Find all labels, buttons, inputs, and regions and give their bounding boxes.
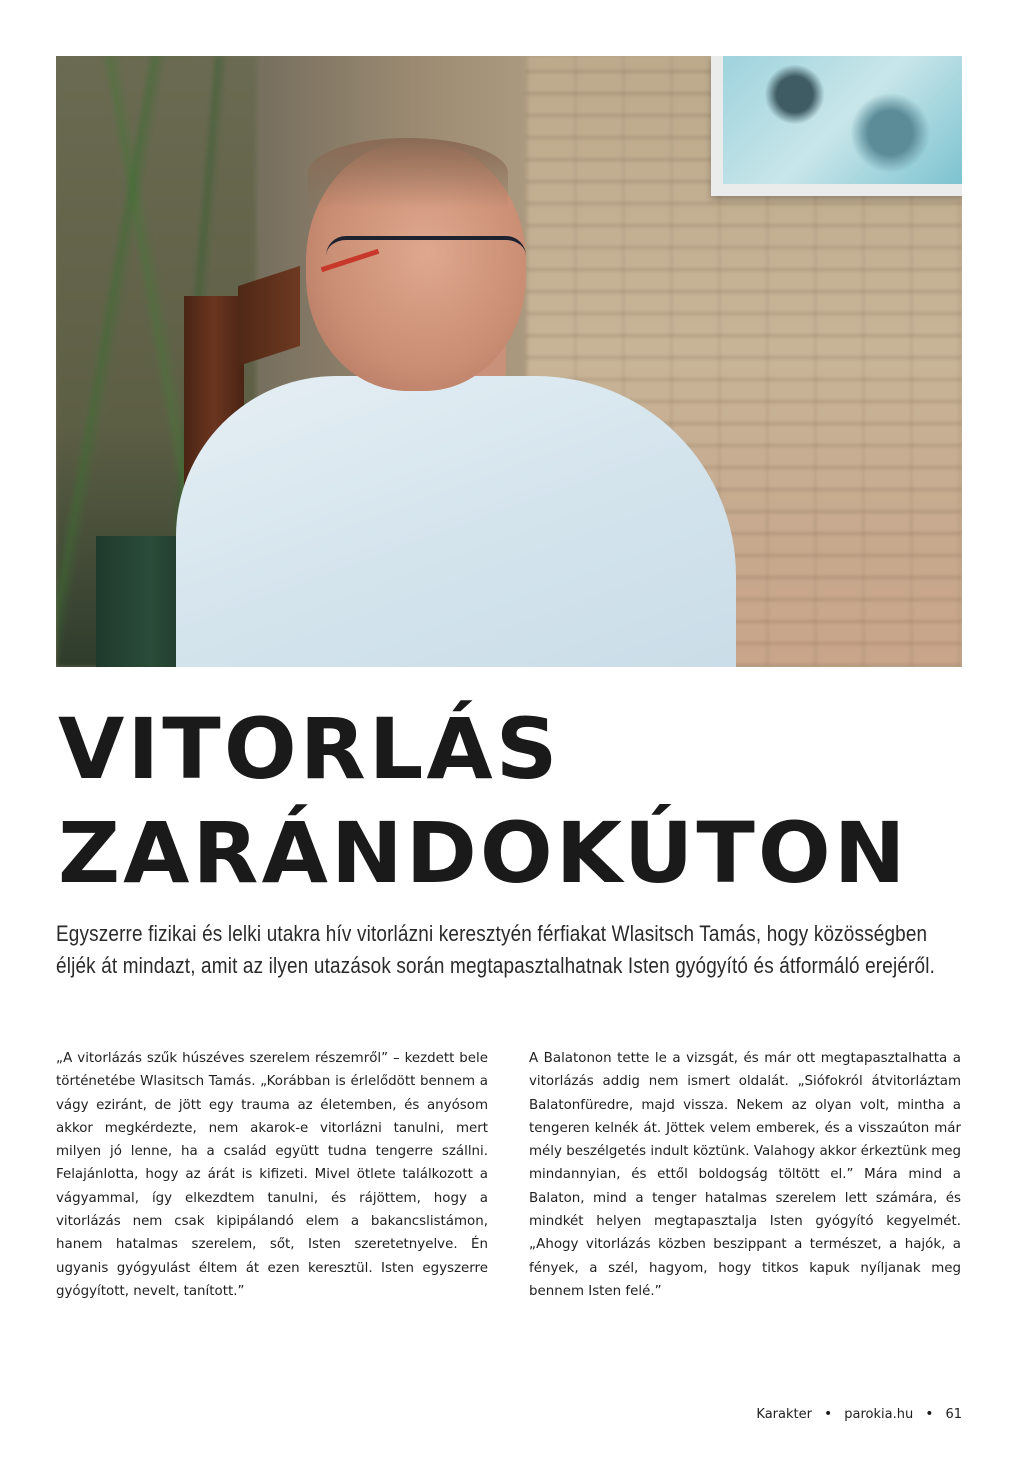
article-column-left: „A vitorlázás szűk húszéves szerelem részemről” – kezdett bele történetébe Wlasitsch Tamás. „Korábban is érlelődött bennem a vágy eziránt, de jött egy trauma az életemben, és anyósom akkor megkérdezte, nem akarok-e vitorlázni tanulni, mert milyen jó lenne, ha a család együtt tudna tengerre szállni. Felajánlotta, hogy az árát is kifizeti. Mivel ötlete találkozott a vágyammal, így elkezdtem tanulni, és rájöttem, hogy a vitorlázás nem csak kipipálandó elem a bakancslistámon, hanem hatalmas szerelem, sőt, Isten szeretetnyelve. Én ugyanis gyógyulást éltem át ezen keresztül. Isten egyszerre gyógyított, nevelt, tanított.” (56, 1051, 488, 1299)
photo-shirt (176, 376, 736, 667)
footer-separator-bullet: • (925, 1406, 934, 1422)
footer-website: parokia.hu (844, 1406, 914, 1422)
article-lead: Egyszerre fizikai és lelki utakra hív vitorlázni keresztyén férfiakat Wlasitsch Tamás, hogy közösségben éljék át mindazt, amit az ilyen utazások során megtapasztalhatnak Isten gyógyító és átformáló erejéről. (56, 921, 936, 978)
photo-wall-painting (711, 56, 962, 196)
article-column-right: A Balatonon tette le a vizsgát, és már ott megtapasztalhatta a vitorlázás addig nem ismert oldalát. „Siófokról átvitorláztam Balatonfüredre, majd vissza. Nekem az olyan volt, mintha a tengeren kelnék át. Jöttek velem emberek, és a visszaúton már mély beszélgetés indult köztünk. Valahogy akkor érkeztünk meg mindannyian, és ettől boldogság töltött el.” Mára mind a Balaton, mind a tenger hatalmas szerelem lett számára, és mindkét helyen megtapasztalja Isten gyógyító kegyelmét. „Ahogy vitorlázás közben beszippant a természet, a hajók, a fények, a szél, hagyom, hogy titkos kapuk nyíljanak meg bennem Isten felé.” (529, 1051, 961, 1299)
footer-magazine-name: Karakter (756, 1406, 812, 1422)
title-line-1: VITORLÁS (58, 700, 561, 798)
footer-page-number: 61 (945, 1406, 962, 1422)
hero-photo (56, 56, 962, 667)
photo-hair (308, 138, 508, 208)
page-footer (756, 1406, 962, 1422)
footer-separator-bullet: • (823, 1406, 833, 1422)
title-line-2: ZARÁNDOKÚTON (58, 804, 909, 902)
photo-glasses (326, 236, 526, 280)
article-title (58, 697, 909, 905)
photo-painting-art (723, 56, 962, 184)
